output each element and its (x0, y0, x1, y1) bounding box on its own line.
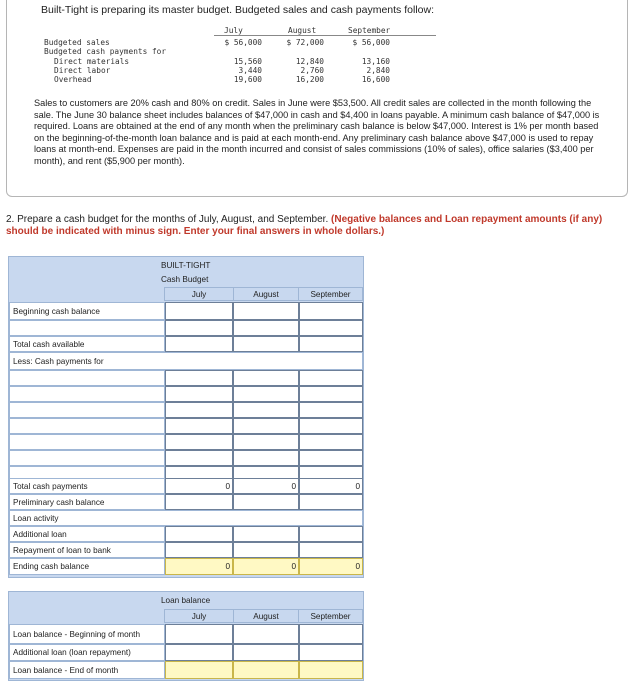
payment-row-1-september[interactable] (299, 370, 363, 386)
overhead-august: 16,200 (295, 75, 324, 84)
loan-end-august[interactable] (233, 661, 299, 679)
loan-repayment-august[interactable] (233, 542, 299, 558)
payments-label: Budgeted cash payments for (44, 47, 167, 56)
overhead-july: 19,600 (233, 75, 262, 84)
column-header-september: September (298, 287, 363, 301)
payment-row-2-label[interactable] (9, 386, 165, 402)
additional-loan-september[interactable] (299, 526, 363, 542)
loan-additional-label: Additional loan (loan repayment) (9, 644, 165, 661)
sales-august: $ 72,000 (286, 38, 324, 47)
materials-august: 12,840 (295, 57, 324, 66)
preliminary-balance-label: Preliminary cash balance (9, 494, 165, 510)
sales-july: $ 56,000 (224, 38, 262, 47)
problem-text: Sales to customers are 20% cash and 80% on credit. Sales in June were $53,500. All credit sales are collected in the month following the sale. The June 30 balance sheet includes balances of $47,000 in cash and $4,400 in loans payable. A minimum cash balance of $47,000 is required. Loans are obtained at the end of any month when the preliminary cash balance is below $47,000. Interest is 1% per month based on the beginning-of-the-month loan balance and is paid at each month-end. Any preliminary cash balance above $47,000 is used to repay loans at month-end. Expenses are paid in the month incurred and consist of sales commissions (10% of sales), office salaries ($3,400 per month), and rent ($5,900 per month). (34, 98, 600, 166)
payment-row-4-august[interactable] (233, 418, 299, 434)
preliminary-balance-september[interactable] (299, 494, 363, 510)
cash-budget-title: Cash Budget (161, 275, 209, 284)
column-header-august: August (233, 287, 299, 301)
loan-beginning-july[interactable] (165, 624, 233, 644)
column-header-july: July (164, 287, 234, 301)
loan-balance-title: Loan balance (161, 596, 211, 605)
blank-row-1-september[interactable] (299, 320, 363, 336)
materials-september: 13,160 (361, 57, 390, 66)
materials-label: Direct materials (54, 57, 130, 66)
total-available-september[interactable] (299, 336, 363, 352)
blank-row-1-july[interactable] (165, 320, 233, 336)
loan-column-header-september: September (298, 609, 363, 623)
beginning-cash-august[interactable] (233, 302, 299, 320)
additional-loan-august[interactable] (233, 526, 299, 542)
payment-row-5-july[interactable] (165, 434, 233, 450)
payment-row-3-july[interactable] (165, 402, 233, 418)
payment-row-3-september[interactable] (299, 402, 363, 418)
total-payments-september[interactable]: 0 (299, 478, 363, 494)
loan-additional-august[interactable] (233, 644, 299, 661)
loan-column-header-august: August (233, 609, 299, 623)
overhead-september: 16,600 (361, 75, 390, 84)
preliminary-balance-august[interactable] (233, 494, 299, 510)
overhead-label: Overhead (54, 75, 92, 84)
materials-july: 15,560 (233, 57, 262, 66)
payment-row-3-august[interactable] (233, 402, 299, 418)
header-september: September (348, 26, 391, 35)
total-payments-label: Total cash payments (9, 478, 165, 494)
additional-loan-label: Additional loan (9, 526, 165, 542)
loan-activity-label: Loan activity (9, 510, 363, 526)
header-underline (214, 35, 436, 36)
payment-row-1-august[interactable] (233, 370, 299, 386)
loan-balance-sheet (8, 591, 364, 681)
company-name: BUILT-TIGHT (161, 261, 211, 270)
loan-beginning-label: Loan balance - Beginning of month (9, 624, 165, 644)
loan-beginning-august[interactable] (233, 624, 299, 644)
sales-label: Budgeted sales (44, 38, 110, 47)
labor-august: 2,760 (300, 66, 324, 75)
loan-end-september[interactable] (299, 661, 363, 679)
cash-budget-sheet (8, 256, 364, 578)
loan-column-header-july: July (164, 609, 234, 623)
payment-row-4-july[interactable] (165, 418, 233, 434)
payment-row-1-label[interactable] (9, 370, 165, 386)
header-august: August (288, 26, 317, 35)
payment-row-3-label[interactable] (9, 402, 165, 418)
total-payments-august[interactable]: 0 (233, 478, 299, 494)
payment-row-4-label[interactable] (9, 418, 165, 434)
loan-additional-september[interactable] (299, 644, 363, 661)
payment-row-4-september[interactable] (299, 418, 363, 434)
total-available-july[interactable] (165, 336, 233, 352)
payment-row-6-july[interactable] (165, 450, 233, 466)
payment-row-5-label[interactable] (9, 434, 165, 450)
payment-row-6-label[interactable] (9, 450, 165, 466)
loan-repayment-september[interactable] (299, 542, 363, 558)
total-available-label: Total cash available (9, 336, 165, 352)
blank-row-1-label[interactable] (9, 320, 165, 336)
question-text (6, 214, 626, 238)
ending-balance-july[interactable]: 0 (165, 558, 233, 575)
header-july: July (224, 26, 243, 35)
payment-row-2-july[interactable] (165, 386, 233, 402)
sales-september: $ 56,000 (352, 38, 390, 47)
less-payments-label: Less: Cash payments for (9, 352, 363, 370)
payment-row-6-september[interactable] (299, 450, 363, 466)
loan-repayment-july[interactable] (165, 542, 233, 558)
ending-balance-september[interactable]: 0 (299, 558, 363, 575)
loan-end-july[interactable] (165, 661, 233, 679)
labor-july: 3,440 (238, 66, 262, 75)
payment-row-5-august[interactable] (233, 434, 299, 450)
payment-row-2-august[interactable] (233, 386, 299, 402)
total-payments-july[interactable]: 0 (165, 478, 233, 494)
payment-row-2-september[interactable] (299, 386, 363, 402)
blank-row-1-august[interactable] (233, 320, 299, 336)
payment-row-6-august[interactable] (233, 450, 299, 466)
ending-balance-label: Ending cash balance (9, 558, 165, 575)
question-instructions: (Negative balances and Loan repayment amounts (if any) should be indicated with minus sign. Enter your final answers in whole dollars.) (6, 214, 603, 237)
labor-label: Direct labor (54, 66, 111, 75)
loan-beginning-september[interactable] (299, 624, 363, 644)
beginning-cash-label: Beginning cash balance (9, 302, 165, 320)
loan-repayment-label: Repayment of loan to bank (9, 542, 165, 558)
labor-september: 2,840 (366, 66, 390, 75)
beginning-cash-july[interactable] (165, 302, 233, 320)
loan-additional-july[interactable] (165, 644, 233, 661)
ending-balance-august[interactable]: 0 (233, 558, 299, 575)
total-available-august[interactable] (233, 336, 299, 352)
payment-row-5-september[interactable] (299, 434, 363, 450)
preliminary-balance-july[interactable] (165, 494, 233, 510)
payment-row-1-july[interactable] (165, 370, 233, 386)
beginning-cash-september[interactable] (299, 302, 363, 320)
loan-end-label: Loan balance - End of month (9, 661, 165, 679)
intro-text: Built-Tight is preparing its master budget. Budgeted sales and cash payments follow: (41, 4, 434, 16)
additional-loan-july[interactable] (165, 526, 233, 542)
question-prefix: 2. Prepare a cash budget for the months of July, August, and September. (6, 214, 329, 225)
